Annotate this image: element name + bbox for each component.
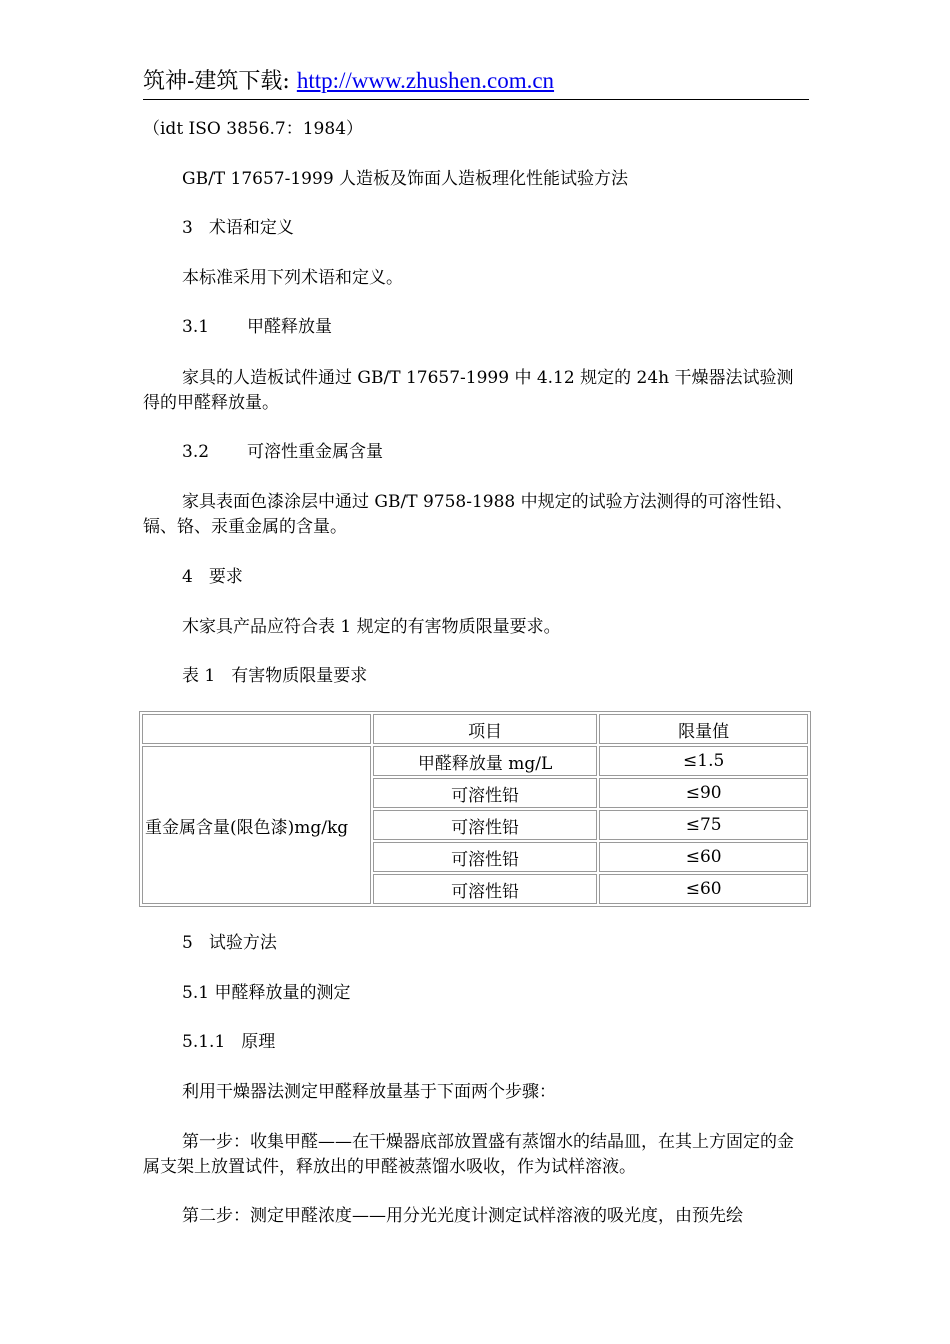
item-cell: 甲醛释放量 mg/L [373,746,598,776]
table-number: 表 1 [182,666,216,686]
limit-cell: ≤90 [599,778,808,808]
section-3-1-heading [143,315,809,340]
paragraph: 利用干燥器法测定甲醛释放量基于下面两个步骤： [182,1082,556,1102]
group-label-cell: 重金属含量(限色漆)mg/kg [142,746,371,904]
section-5-1-1-heading [143,1030,809,1055]
section-3-heading [143,216,809,241]
table-row [142,746,808,776]
section-number: 3.2 [182,442,210,462]
paragraph: 家具的人造板试件通过 GB/T 17657-1999 中 4.12 规定的 24h 干燥器法试验测得的甲醛释放量。 [143,368,794,413]
paragraph: 本标准采用下列术语和定义。 [182,268,403,288]
normative-reference: GB/T 17657-1999 人造板及饰面人造板理化性能试验方法 [182,169,629,189]
header-blank-cell [142,714,371,744]
section-number: 5.1.1 [182,1032,226,1052]
paragraph: 木家具产品应符合表 1 规定的有害物质限量要求。 [182,617,561,637]
limit-cell: ≤75 [599,810,808,840]
limits-table [139,711,811,907]
page-header [143,66,809,100]
standard-reference: （idt ISO 3856.7：1984） [143,119,364,139]
section-number: 4 [182,567,193,587]
paragraph: 第一步：收集甲醛——在干燥器底部放置盛有蒸馏水的结晶皿，在其上方固定的金属支架上放置试件，释放出的甲醛被蒸馏水吸收，作为试样溶液。 [143,1132,794,1177]
section-5-heading [143,931,809,956]
section-title: 要求 [208,567,243,587]
paragraph: 第二步：测定甲醛浓度——用分光光度计测定试样溶液的吸光度，由预先绘 [182,1206,743,1226]
section-title: 术语和定义 [208,218,294,238]
section-title: 可溶性重金属含量 [247,442,384,462]
header-item-cell: 项目 [373,714,598,744]
section-4-heading [143,565,809,590]
table-title: 有害物质限量要求 [231,666,368,686]
table-caption [143,664,809,689]
table-header-row [142,714,808,744]
section-number: 3 [182,218,193,238]
section-title: 甲醛释放量 [247,317,333,337]
section-3-2-heading [143,440,809,465]
header-limit-cell: 限量值 [599,714,808,744]
section-number: 3.1 [182,317,210,337]
section-title: 试验方法 [208,933,277,953]
site-url-link[interactable]: http://www.zhushen.com.cn [296,68,555,93]
item-cell: 可溶性铅 [373,874,598,904]
item-cell: 可溶性铅 [373,842,598,872]
section-title: 原理 [241,1032,276,1052]
limit-cell: ≤60 [599,874,808,904]
section-5-1-heading: 5.1 甲醛释放量的测定 [182,983,351,1003]
item-cell: 可溶性铅 [373,810,598,840]
limit-cell: ≤60 [599,842,808,872]
paragraph: 家具表面色漆涂层中通过 GB/T 9758-1988 中规定的试验方法测得的可溶性铅、镉、铬、汞重金属的含量。 [143,492,793,537]
item-cell: 可溶性铅 [373,778,598,808]
site-name: 筑神-建筑下载: [143,69,297,94]
section-number: 5 [182,933,193,953]
limit-cell: ≤1.5 [599,746,808,776]
